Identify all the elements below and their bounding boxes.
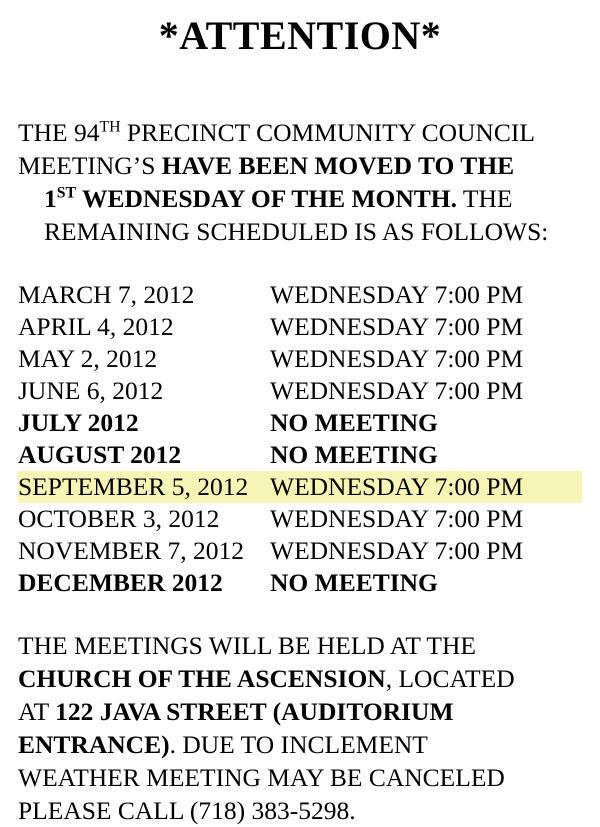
schedule-info: WEDNESDAY 7:00 PM <box>270 471 524 501</box>
schedule-date: OCTOBER 3, 2012 <box>18 503 220 533</box>
intro-line-3 <box>18 182 582 215</box>
schedule-row-highlighted <box>18 471 582 503</box>
schedule-row <box>18 279 582 311</box>
schedule-row <box>18 567 582 599</box>
intro-line-2-pre: MEETING’S <box>18 151 162 181</box>
schedule-date: AUGUST 2012 <box>18 439 182 469</box>
schedule-date: DECEMBER 2012 <box>18 567 223 597</box>
schedule-row <box>18 535 582 567</box>
intro-paragraph <box>18 116 582 249</box>
intro-line-2 <box>18 149 582 182</box>
schedule-info: WEDNESDAY 7:00 PM <box>270 279 524 309</box>
footer-line-4-tail: . DUE TO INCLEMENT <box>169 729 428 759</box>
intro-line-1-post: PRECINCT COMMUNITY COUNCIL <box>120 118 535 147</box>
schedule-row <box>18 439 582 471</box>
intro-line-3-tail: THE <box>457 184 513 214</box>
page-title: *ATTENTION* <box>158 13 442 58</box>
schedule-date: MAY 2, 2012 <box>18 343 158 373</box>
footer-line-2 <box>18 662 582 695</box>
schedule-row <box>18 407 582 439</box>
meeting-schedule-list <box>18 279 582 599</box>
venue-entrance: ENTRANCE) <box>18 729 170 759</box>
intro-line-3-bold-pre: 1 <box>44 184 57 214</box>
venue-address: 122 JAVA STREET (AUDITORIUM <box>55 696 454 726</box>
schedule-info: WEDNESDAY 7:00 PM <box>270 343 524 373</box>
intro-line-2-bold: HAVE BEEN MOVED TO THE <box>161 151 515 181</box>
footer-line-3 <box>18 695 582 728</box>
intro-line-1 <box>18 116 582 149</box>
footer-phone-line: PLEASE CALL (718) 383-5298. <box>18 795 356 825</box>
intro-line-1-pre: THE 94 <box>18 118 100 147</box>
schedule-info: NO MEETING <box>270 407 438 437</box>
schedule-info: NO MEETING <box>270 567 438 597</box>
schedule-date: JULY 2012 <box>18 407 139 437</box>
intro-line-4: REMAINING SCHEDULED IS AS FOLLOWS: <box>44 217 549 247</box>
schedule-info: NO MEETING <box>270 439 438 469</box>
schedule-row <box>18 375 582 407</box>
footer-line-5: WEATHER MEETING MAY BE CANCELED <box>18 762 505 792</box>
footer-line-3-pre: AT <box>18 696 56 726</box>
schedule-info: WEDNESDAY 7:00 PM <box>270 311 524 341</box>
footer-line-1: THE MEETINGS WILL BE HELD AT THE <box>18 630 477 660</box>
schedule-date: APRIL 4, 2012 <box>18 311 174 341</box>
schedule-row <box>18 311 582 343</box>
intro-line-3-superscript: ST <box>56 184 77 202</box>
schedule-date: SEPTEMBER 5, 2012 <box>18 471 249 501</box>
schedule-info: WEDNESDAY 7:00 PM <box>270 503 524 533</box>
venue-name: CHURCH OF THE ASCENSION <box>18 663 386 693</box>
schedule-row <box>18 503 582 535</box>
footer-paragraph <box>18 629 582 827</box>
intro-line-3-bold-post: WEDNESDAY OF THE MONTH. <box>76 184 457 214</box>
intro-line-1-superscript: TH <box>99 118 121 136</box>
footer-line-2-tail: , LOCATED <box>385 663 515 693</box>
schedule-info: WEDNESDAY 7:00 PM <box>270 535 524 565</box>
schedule-date: JUNE 6, 2012 <box>18 375 164 405</box>
schedule-date: NOVEMBER 7, 2012 <box>18 535 244 565</box>
schedule-date: MARCH 7, 2012 <box>18 279 195 309</box>
schedule-row <box>18 343 582 375</box>
flyer-page <box>0 13 600 825</box>
schedule-info: WEDNESDAY 7:00 PM <box>270 375 524 405</box>
footer-line-4 <box>18 728 582 761</box>
